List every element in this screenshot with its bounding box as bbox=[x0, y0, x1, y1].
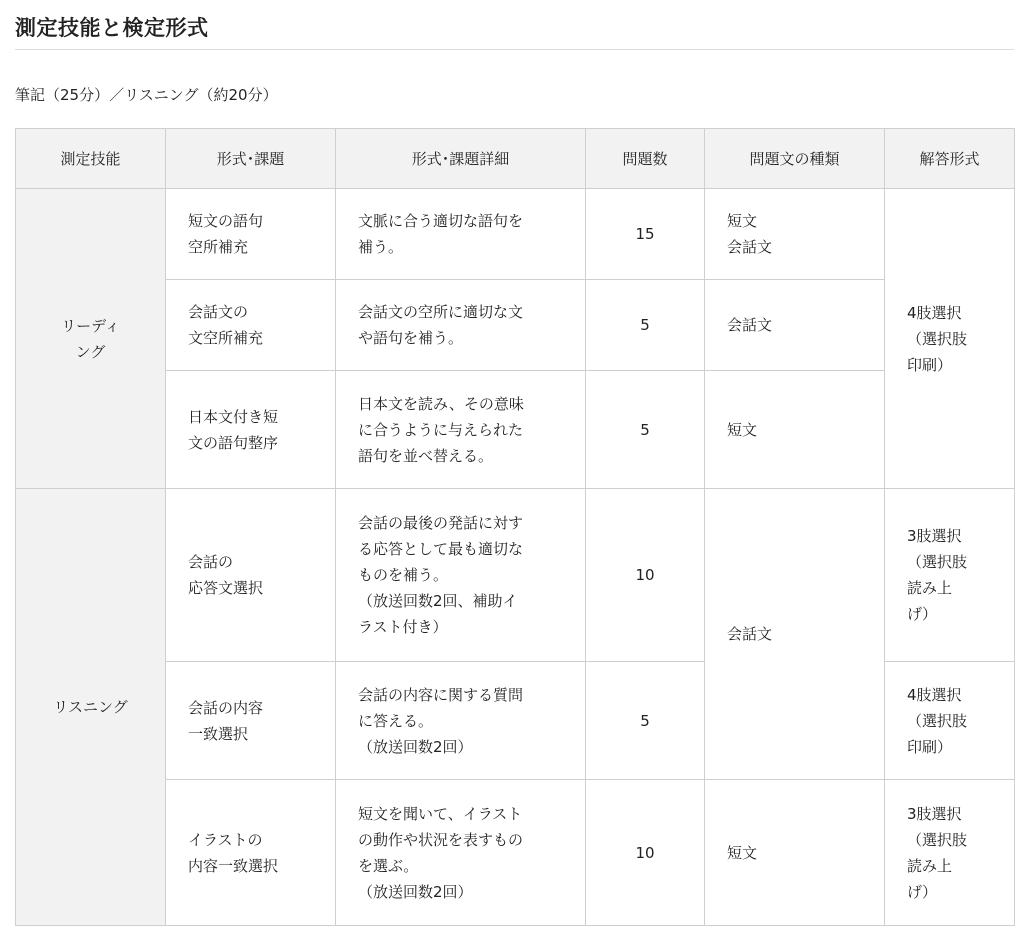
question-count-cell: 10 bbox=[586, 780, 705, 926]
task-detail-cell: 会話の最後の発話に対す る応答として最も適切な ものを補う。 （放送回数2回、補助イ ラスト付き） bbox=[336, 489, 586, 662]
exam-duration-text: 筆記（25分）／リスニング（約20分） bbox=[15, 86, 278, 104]
question-count-cell: 5 bbox=[586, 280, 705, 371]
header-text-type: 問題文の種類 bbox=[705, 129, 885, 189]
text-type-cell: 短文 bbox=[705, 780, 885, 926]
text-type-cell: 短文 会話文 bbox=[705, 189, 885, 280]
table-row bbox=[16, 189, 1015, 280]
answer-format-cell: 4肢選択 （選択肢 印刷） bbox=[885, 189, 1015, 489]
task-cell: 日本文付き短 文の語句整序 bbox=[166, 371, 336, 489]
title-divider bbox=[15, 49, 1014, 50]
text-type-cell: 会話文 bbox=[705, 280, 885, 371]
text-type-cell: 会話文 bbox=[705, 489, 885, 780]
task-cell: 会話の内容 一致選択 bbox=[166, 662, 336, 780]
header-question-count: 問題数 bbox=[586, 129, 705, 189]
answer-format-cell: 3肢選択 （選択肢 読み上 げ） bbox=[885, 780, 1015, 926]
task-cell: 会話の 応答文選択 bbox=[166, 489, 336, 662]
text-type-cell: 短文 bbox=[705, 371, 885, 489]
task-detail-cell: 会話の内容に関する質問 に答える。 （放送回数2回） bbox=[336, 662, 586, 780]
task-cell: イラストの 内容一致選択 bbox=[166, 780, 336, 926]
task-detail-cell: 短文を聞いて、イラスト の動作や状況を表すもの を選ぶ。 （放送回数2回） bbox=[336, 780, 586, 926]
header-answer-format: 解答形式 bbox=[885, 129, 1015, 189]
header-skill: 測定技能 bbox=[16, 129, 166, 189]
table-row bbox=[16, 280, 1015, 371]
page-title: 測定技能と検定形式 bbox=[15, 16, 209, 40]
task-detail-cell: 会話文の空所に適切な文 や語句を補う。 bbox=[336, 280, 586, 371]
question-count-cell: 5 bbox=[586, 371, 705, 489]
header-task-detail: 形式･課題詳細 bbox=[336, 129, 586, 189]
skill-reading: リーディ ング bbox=[16, 189, 166, 489]
test-format-table bbox=[15, 128, 1015, 926]
answer-format-cell: 3肢選択 （選択肢 読み上 げ） bbox=[885, 489, 1015, 662]
table-row bbox=[16, 371, 1015, 489]
table-row bbox=[16, 489, 1015, 662]
task-cell: 短文の語句 空所補充 bbox=[166, 189, 336, 280]
task-detail-cell: 日本文を読み、その意味 に合うように与えられた 語句を並べ替える。 bbox=[336, 371, 586, 489]
table-row bbox=[16, 780, 1015, 926]
task-cell: 会話文の 文空所補充 bbox=[166, 280, 336, 371]
question-count-cell: 10 bbox=[586, 489, 705, 662]
header-task: 形式･課題 bbox=[166, 129, 336, 189]
table-header-row bbox=[16, 129, 1015, 189]
task-detail-cell: 文脈に合う適切な語句を 補う。 bbox=[336, 189, 586, 280]
answer-format-cell: 4肢選択 （選択肢 印刷） bbox=[885, 662, 1015, 780]
question-count-cell: 5 bbox=[586, 662, 705, 780]
question-count-cell: 15 bbox=[586, 189, 705, 280]
skill-listening: リスニング bbox=[16, 489, 166, 926]
